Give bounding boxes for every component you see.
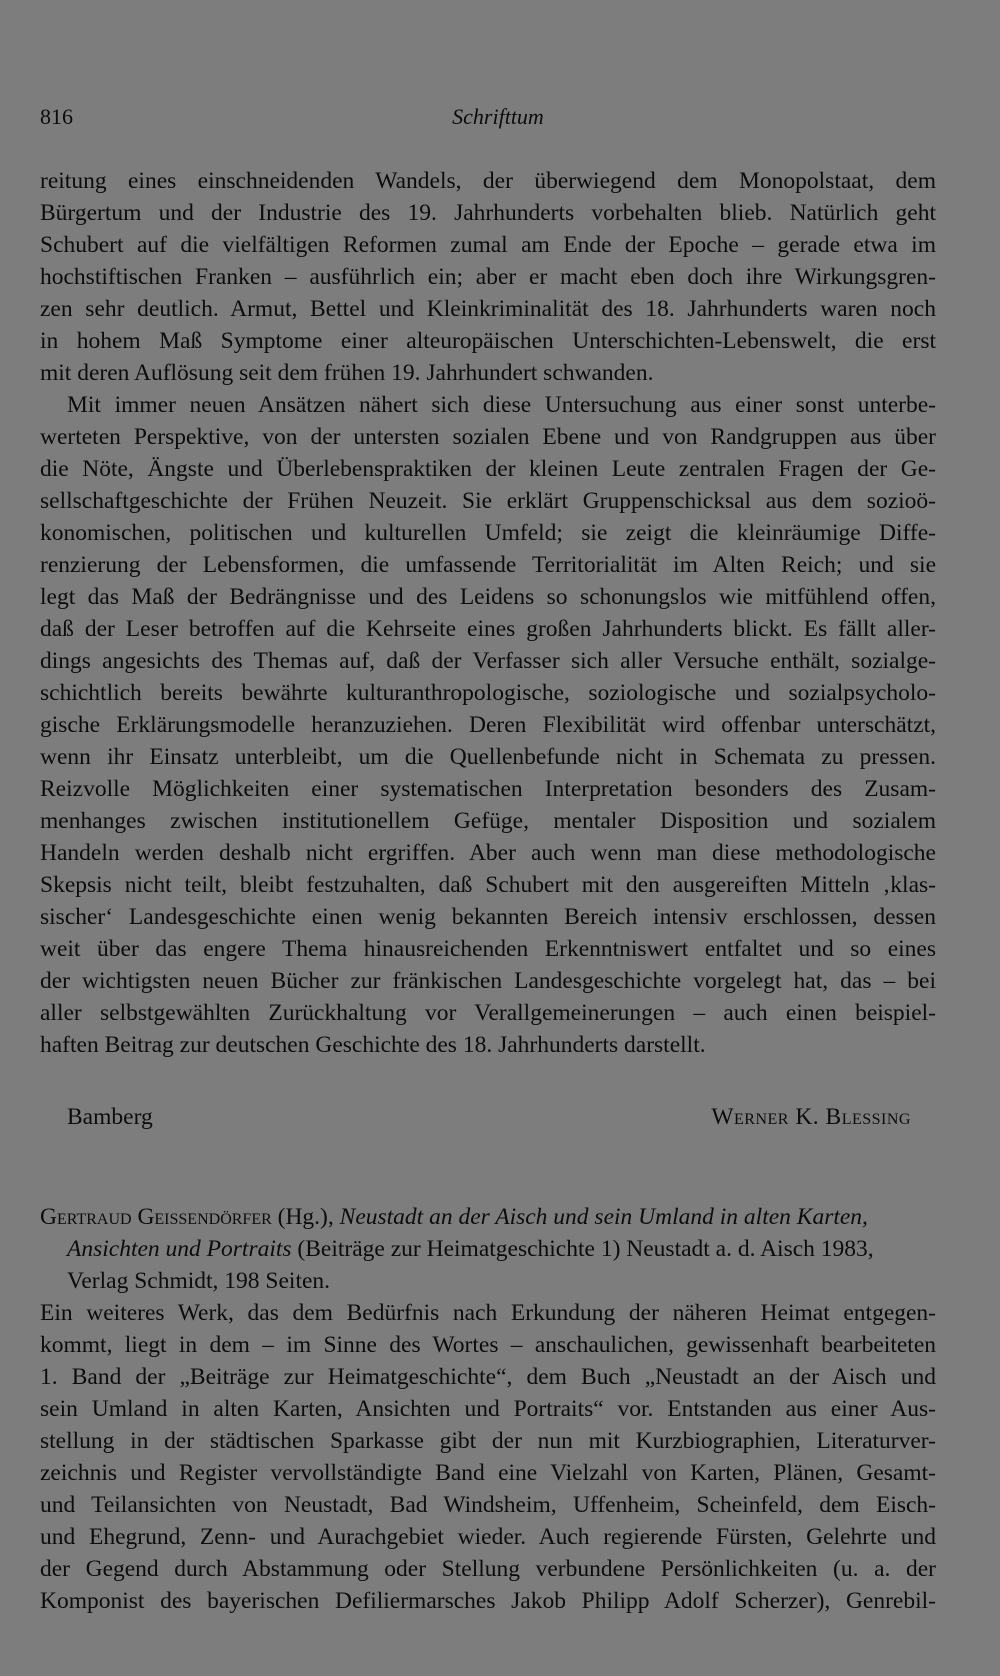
- series-info: (Beiträge zur Heimatgeschichte 1) Neustadt a. d. Aisch 1983,: [291, 1236, 874, 1262]
- reviewer-name: Werner K. Blessing: [711, 1104, 911, 1130]
- text-line: zen sehr deutlich. Armut, Bettel und Kleinkriminalität des 18. Jahrhunderts waren noch: [40, 296, 936, 322]
- book-title-part-1: Neustadt an der Aisch und sein Umland in alten Karten,: [339, 1204, 868, 1230]
- text-line: legt das Maß der Bedrängnisse und des Leidens so schonungslos wie mitfühlend offen,: [40, 584, 936, 610]
- editor-note: (Hg.),: [271, 1204, 340, 1230]
- text-line: wenn ihr Einsatz unterbleibt, um die Quellenbefunde nicht in Schemata zu pressen.: [40, 744, 936, 770]
- text-line: dings angesichts des Themas auf, daß der Verfasser sich aller Versuche enthält, sozialge-: [40, 648, 936, 674]
- text-line: sellschaftgeschichte der Frühen Neuzeit. Sie erklärt Gruppenschicksal aus dem sozioö-: [40, 488, 936, 514]
- text-line: und Teilansichten von Neustadt, Bad Windsheim, Uffenheim, Scheinfeld, dem Eisch-: [40, 1492, 936, 1518]
- text-line: Reizvolle Möglichkeiten einer systematischen Interpretation besonders des Zusam-: [40, 776, 936, 802]
- text-line: der Gegend durch Abstammung oder Stellung verbundene Persönlichkeiten (u. a. der: [40, 1556, 936, 1582]
- text-line: werteten Perspektive, von der untersten sozialen Ebene und von Randgruppen aus über: [40, 424, 936, 450]
- text-line: renzierung der Lebensformen, die umfassende Territorialität im Alten Reich; und sie: [40, 552, 936, 578]
- text-line: die Nöte, Ängste und Überlebenspraktiken der kleinen Leute zentralen Fragen der Ge-: [40, 456, 936, 482]
- review-signature: [67, 1101, 936, 1133]
- text-line: Handeln werden deshalb nicht ergriffen. Aber auch wenn man diese methodologische: [40, 840, 936, 866]
- text-line: in hohem Maß Symptome einer alteuropäischen Unterschichten-Lebenswelt, die erst: [40, 328, 936, 354]
- text-line: konomischen, politischen und kulturellen Umfeld; sie zeigt die kleinräumige Diffe-: [40, 520, 936, 546]
- citation-line-1: [40, 1201, 936, 1233]
- text-line: haften Beitrag zur deutschen Geschichte des 18. Jahrhunderts darstellt.: [40, 1032, 706, 1058]
- text-line: schichtlich bereits bewährte kulturanthropologische, soziologische und sozialpsycholo-: [40, 680, 936, 706]
- text-line: Mit immer neuen Ansätzen nähert sich diese Untersuchung aus einer sonst unterbe-: [67, 392, 936, 418]
- text-line: daß der Leser betroffen auf die Kehrseite eines großen Jahrhunderts blickt. Es fällt aller-: [40, 616, 936, 642]
- text-line: weit über das engere Thema hinausreichenden Erkenntniswert entfaltet und so eines: [40, 936, 936, 962]
- text-line: und Ehegrund, Zenn- und Aurachgebiet wieder. Auch regierende Fürsten, Gelehrte und: [40, 1524, 936, 1550]
- text-line: Skepsis nicht teilt, bleibt festzuhalten, daß Schubert mit den ausgereiften Mitteln ‚klas-: [40, 872, 936, 898]
- text-line: kommt, liegt in dem – im Sinne des Wortes – anschaulichen, gewissenhaft bearbeiteten: [40, 1332, 936, 1358]
- text-line: hochstiftischen Franken – ausführlich ein; aber er macht eben doch ihre Wirkungsgren-: [40, 264, 936, 290]
- text-line: zeichnis und Register vervollständigte Band eine Vielzahl von Karten, Plänen, Gesamt-: [40, 1460, 936, 1486]
- text-line: menhanges zwischen institutionellem Gefüge, mentaler Disposition und sozialem: [40, 808, 936, 834]
- citation-line-2: [67, 1233, 936, 1265]
- book-author: Gertraud Geissendörfer: [40, 1204, 272, 1230]
- text-line: reitung eines einschneidenden Wandels, der überwiegend dem Monopolstaat, dem: [40, 168, 936, 194]
- running-title: Schrifttum: [452, 104, 544, 129]
- book-title-part-2: Ansichten und Portraits: [67, 1236, 292, 1262]
- text-line: der wichtigsten neuen Bücher zur fränkischen Landesgeschichte vorgelegt hat, das – bei: [40, 968, 936, 994]
- text-line: gische Erklärungsmodelle heranzuziehen. Deren Flexibilität wird offenbar unterschätzt,: [40, 712, 936, 738]
- page-number: 816: [40, 104, 73, 129]
- text-line: Bürgertum und der Industrie des 19. Jahrhunderts vorbehalten blieb. Natürlich geht: [40, 200, 936, 226]
- text-line: mit deren Auflösung seit dem frühen 19. Jahrhundert schwanden.: [40, 360, 654, 386]
- text-line: 1. Band der „Beiträge zur Heimatgeschichte“, dem Buch „Neustadt an der Aisch und: [40, 1364, 936, 1390]
- text-line: Ein weiteres Werk, das dem Bedürfnis nach Erkundung der näheren Heimat entgegen-: [40, 1300, 936, 1326]
- reviewer-place: Bamberg: [67, 1104, 153, 1130]
- text-line: sischer‘ Landesgeschichte einen wenig bekannten Bereich intensiv erschlossen, dessen: [40, 904, 936, 930]
- text-line: stellung in der städtischen Sparkasse gibt der nun mit Kurzbiographien, Literaturver-: [40, 1428, 936, 1454]
- text-line: sein Umland in alten Karten, Ansichten und Portraits“ vor. Entstanden aus einer Aus-: [40, 1396, 936, 1422]
- running-head: [40, 104, 936, 136]
- citation-line-3: Verlag Schmidt, 198 Seiten.: [67, 1268, 331, 1294]
- text-line: aller selbstgewählten Zurückhaltung vor Verallgemeinerungen – auch einen beispiel-: [40, 1000, 936, 1026]
- text-line: Komponist des bayerischen Defiliermarsches Jakob Philipp Adolf Scherzer), Genrebil-: [40, 1588, 936, 1614]
- text-line: Schubert auf die vielfältigen Reformen zumal am Ende der Epoche – gerade etwa im: [40, 232, 936, 258]
